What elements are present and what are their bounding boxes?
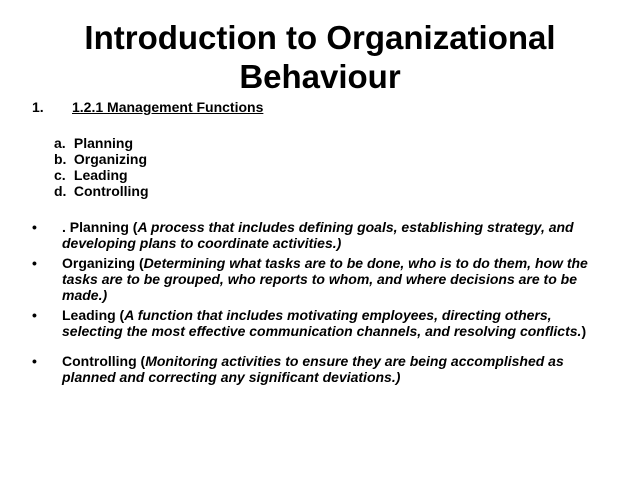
list-marker: d. — [54, 183, 67, 199]
definition-close: ) — [581, 323, 587, 339]
definition-item-controlling — [32, 353, 602, 385]
list-marker: a. — [54, 135, 66, 151]
definitions-list — [32, 219, 602, 389]
definition-item-leading — [32, 307, 602, 339]
list-item — [54, 183, 149, 199]
definition-item-organizing — [32, 255, 602, 303]
section-heading — [32, 99, 263, 115]
list-label: Controlling — [73, 183, 149, 199]
definition-term: Controlling ( — [62, 353, 146, 369]
definition-term: Leading ( — [62, 307, 125, 323]
list-label: Organizing — [73, 151, 148, 167]
definition-text: Determining what tasks are to be done, who is to do them, how the tasks are to be grouped, who reports to whom, and where decisions are to be made.) — [62, 255, 588, 303]
list-marker: c. — [54, 167, 66, 183]
bullet-icon: • — [32, 255, 37, 271]
list-item — [54, 135, 149, 151]
slide-title: Introduction to Organizational Behaviour — [84, 19, 556, 95]
list-item — [54, 151, 149, 167]
definition-term: . Planning ( — [62, 219, 138, 235]
section-number: 1. — [32, 99, 44, 115]
definition-text: A process that includes defining goals, establishing strategy, and developing plans to coordinate activities.) — [62, 219, 574, 251]
bullet-icon: • — [32, 307, 37, 323]
list-marker: b. — [54, 151, 67, 167]
definition-term: Organizing ( — [62, 255, 144, 271]
list-item — [54, 167, 149, 183]
bullet-icon: • — [32, 353, 37, 369]
list-label: Leading — [73, 167, 128, 183]
definition-text: Monitoring activities to ensure they are being accomplished as planned and correcting any significant deviations.) — [62, 353, 564, 385]
definition-item-planning — [32, 219, 602, 251]
bullet-icon: • — [32, 219, 37, 235]
section-heading-text: 1.2.1 Management Functions — [72, 99, 264, 115]
definition-text: A function that includes motivating employees, directing others, selecting the most effective communication channels, and resolving conflicts. — [62, 307, 582, 339]
functions-list — [54, 135, 149, 199]
list-label: Planning — [73, 135, 134, 151]
